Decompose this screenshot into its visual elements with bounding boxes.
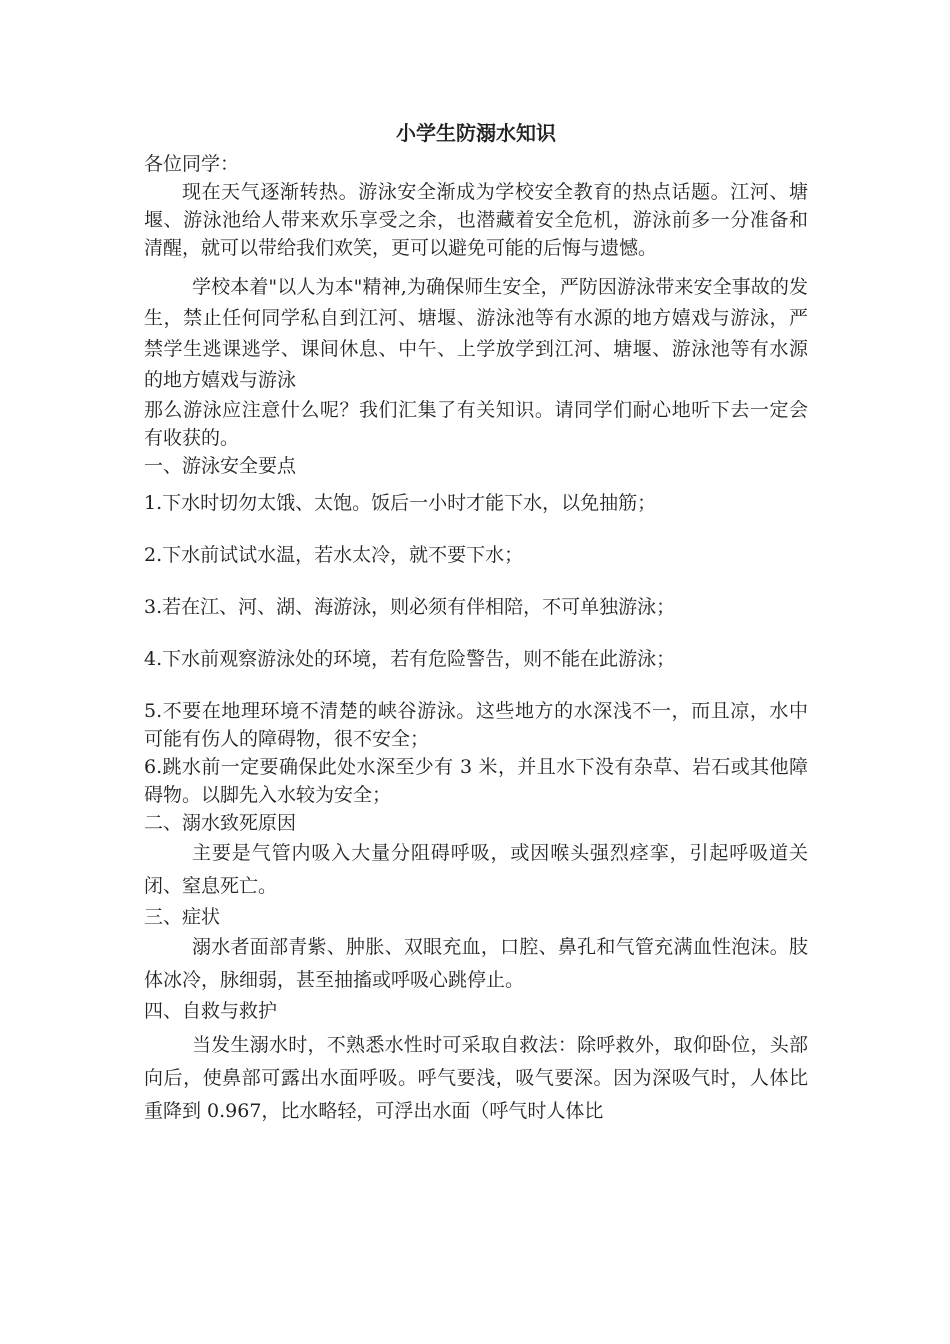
section-heading-rescue: 四、自救与救护 (144, 1000, 278, 1022)
list-item: 6.跳水前一定要确保此处水深至少有 3 米，并且水下没有杂草、岩石或其他障碍物。以脚先入水较为安全； (144, 756, 808, 806)
salutation: 各位同学： (144, 153, 240, 175)
intro-paragraph-1: 现在天气逐渐转热。游泳安全渐成为学校安全教育的热点话题。江河、塘堰、游泳池给人带来欢乐享受之余，也潜藏着安全危机，游泳前多一分准备和清醒，就可以带给我们欢笑，更可以避免可能的后悔与遗憾。 (144, 181, 808, 259)
section-text-cause: 主要是气管内吸入大量分阻碍呼吸，或因喉头强烈痉挛，引起呼吸道关闭、窒息死亡。 (144, 842, 808, 897)
document-body (144, 118, 808, 1128)
section-text-symptoms: 溺水者面部青紫、肿胀、双眼充血，口腔、鼻孔和气管充满血性泡沫。肢体冰冷，脉细弱，甚至抽搐或呼吸心跳停止。 (144, 936, 808, 991)
list-item: 3.若在江、河、湖、海游泳，则必须有伴相陪，不可单独游泳； (144, 596, 676, 618)
document-title: 小学生防溺水知识 (396, 121, 556, 145)
section-text-rescue: 当发生溺水时，不熟悉水性时可采取自救法：除呼救外，取仰卧位，头部向后，使鼻部可露出水面呼吸。呼气要浅，吸气要深。因为深吸气时，人体比重降到 0.967，比水略轻，可浮出水面（呼气时人体比 (144, 1034, 808, 1122)
section-heading-cause: 二、溺水致死原因 (144, 812, 297, 834)
list-item: 2.下水前试试水温，若水太冷，就不要下水； (144, 544, 524, 566)
list-item: 1.下水时切勿太饿、太饱。饭后一小时才能下水，以免抽筋； (144, 492, 657, 514)
intro-paragraph-3: 那么游泳应注意什么呢？我们汇集了有关知识。请同学们耐心地听下去一定会有收获的。 (144, 399, 808, 449)
list-item: 5.不要在地理环境不清楚的峡谷游泳。这些地方的水深浅不一，而且凉，水中可能有伤人的障碍物，很不安全； (144, 700, 808, 750)
list-item: 4.下水前观察游泳处的环境，若有危险警告，则不能在此游泳； (144, 648, 676, 670)
section-heading-symptoms: 三、症状 (144, 906, 221, 928)
section-heading-safety: 一、游泳安全要点 (144, 455, 297, 477)
intro-paragraph-2: 学校本着"以人为本"精神,为确保师生安全，严防因游泳带来安全事故的发生，禁止任何同学私自到江河、塘堰、游泳池等有水源的地方嬉戏与游泳，严禁学生逃课逃学、课间休息、中午、上学放学到江河、塘堰、游泳池等有水源的地方嬉戏与游泳 (144, 276, 808, 391)
